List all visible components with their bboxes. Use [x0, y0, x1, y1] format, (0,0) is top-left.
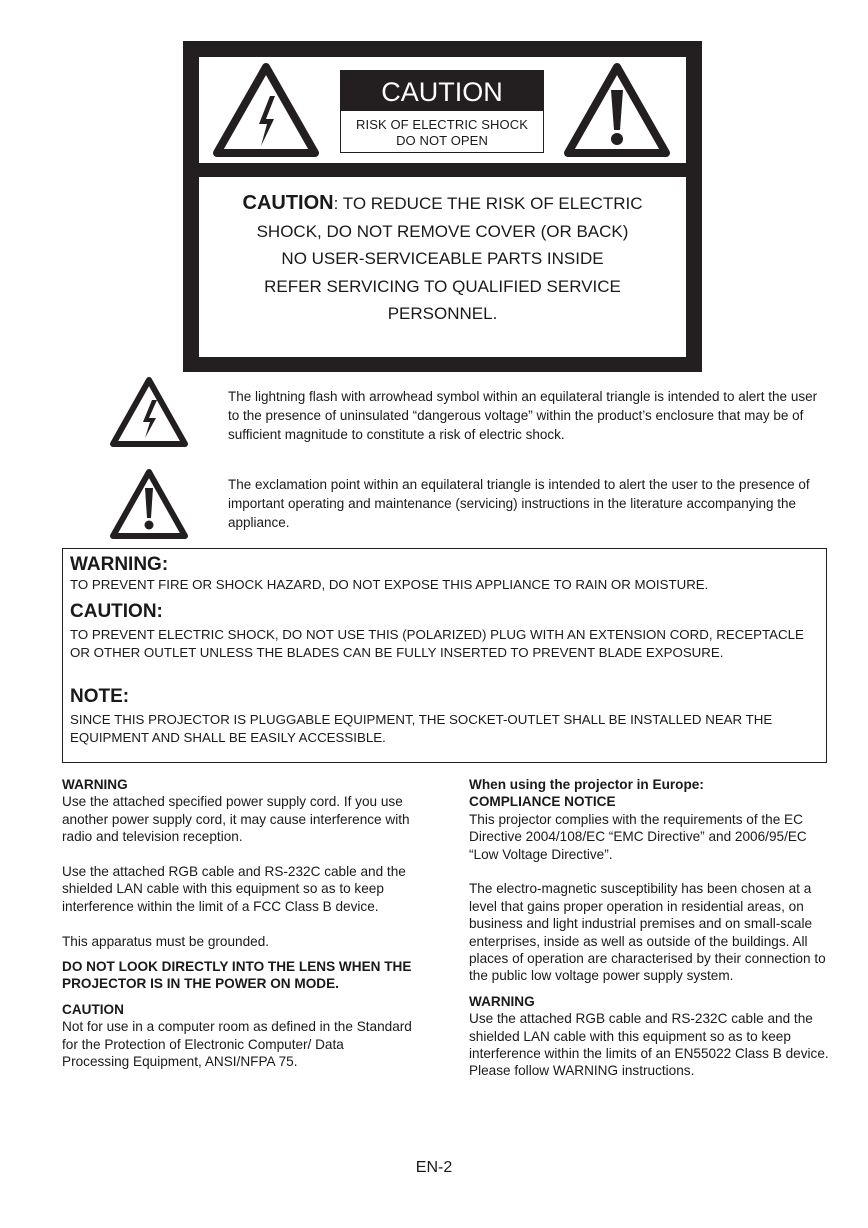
page-number: EN-2 [415, 1159, 453, 1176]
caution-text: TO PREVENT ELECTRIC SHOCK, DO NOT USE THIS (POLARIZED) PLUG WITH AN EXTENSION CORD, RECEPTACLE OR OTHER OUTLET UNLESS THE BLADES CAN BE FULLY INSERTED TO PREVENT BLADE EXPOSURE. [70, 627, 804, 660]
caution-badge-header: CAUTION [341, 71, 543, 111]
right-warning-paragraph-2: Please follow WARNING instructions. [469, 1063, 695, 1079]
caution-label-line-1: : TO REDUCE THE RISK OF ELECTRIC [333, 194, 643, 213]
left-column [62, 776, 414, 1070]
right-warning-heading: WARNING [469, 993, 535, 1009]
caution-label-bold: CAUTION [242, 192, 334, 214]
caution-sub-line-1: RISK OF ELECTRIC SHOCK [356, 117, 528, 132]
caution-title: CAUTION: [70, 601, 163, 622]
left-warning-paragraph-1: Use the attached specified power supply cord. If you use another power supply cord, it may cause interference with radio and television reception. [62, 794, 410, 845]
caution-label-text [199, 190, 686, 328]
compliance-heading: COMPLIANCE NOTICE [469, 794, 616, 810]
note-text: SINCE THIS PROJECTOR IS PLUGGABLE EQUIPMENT, THE SOCKET-OUTLET SHALL BE INSTALLED NEAR THE EQUIPMENT AND SHALL BE EASILY ACCESSIBLE. [70, 712, 773, 745]
warning-box [62, 548, 827, 763]
caution-badge [340, 70, 544, 153]
lightning-symbol-description: The lightning flash with arrowhead symbol within an equilateral triangle is intended to alert the user to the presence of uninsulated “dangerous voltage” within the product’s enclosure that may be of sufficient magnitude to constitute a risk of electric shock. [228, 389, 818, 442]
exclamation-triangle-icon [563, 62, 671, 158]
left-warning-paragraph-2: Use the attached RGB cable and RS-232C cable and the shielded LAN cable with this equipment so as to keep interference within the limit of a FCC Class B device. [62, 864, 406, 914]
europe-heading: When using the projector in Europe: [469, 777, 704, 792]
caution-label-line-3: NO USER-SERVICEABLE PARTS INSIDE [281, 249, 604, 268]
left-caution-paragraph: Not for use in a computer room as defined in the Standard for the Protection of Electronic Computer/ Data Processing Equipment, ANSI/NFPA 75. [62, 1019, 412, 1070]
caution-badge-subtext [341, 117, 543, 149]
right-column [469, 776, 831, 1080]
right-warning-paragraph-1: Use the attached RGB cable and RS-232C cable and the shielded LAN cable with this equipment so as to keep interference within the limits of an EN55022 Class B device. [469, 1011, 829, 1062]
warning-text: TO PREVENT FIRE OR SHOCK HAZARD, DO NOT EXPOSE THIS APPLIANCE TO RAIN OR MOISTURE. [70, 577, 709, 592]
caution-label-line-2: SHOCK, DO NOT REMOVE COVER (OR BACK) [256, 221, 629, 241]
note-title: NOTE: [70, 686, 130, 707]
exclamation-symbol-description: The exclamation point within an equilateral triangle is intended to alert the user to the presence of important operating and maintenance (servicing) instructions in the literature accompanying the appliance. [228, 477, 810, 530]
lightning-triangle-icon [212, 62, 320, 158]
left-caution-heading: CAUTION [62, 1001, 124, 1017]
compliance-paragraph-2: The electro-magnetic susceptibility has been chosen at a level that gains proper operation in residential areas, on business and light industrial premises and on small-scale enterprises, inside as well as outside of the buildings. All places of operation are characterised by their connection to the public low voltage power supply system. [469, 881, 826, 984]
left-warning-heading: WARNING [62, 777, 128, 792]
warning-title: WARNING: [70, 554, 169, 575]
caution-label-line-5: PERSONNEL. [387, 304, 498, 323]
left-warning-paragraph-3: This apparatus must be grounded. [62, 933, 270, 949]
exclamation-symbol-icon [109, 468, 189, 540]
caution-sub-line-2: DO NOT OPEN [396, 133, 488, 148]
caution-label-line-4: REFER SERVICING TO QUALIFIED SERVICE [264, 276, 621, 296]
lens-warning: DO NOT LOOK DIRECTLY INTO THE LENS WHEN THE PROJECTOR IS IN THE POWER ON MODE. [62, 959, 412, 992]
compliance-paragraph-1: This projector complies with the requirements of the EC Directive 2004/108/EC “EMC Directive” and 2006/95/EC “Low Voltage Directive”. [469, 811, 807, 862]
lightning-symbol-icon [109, 376, 189, 448]
